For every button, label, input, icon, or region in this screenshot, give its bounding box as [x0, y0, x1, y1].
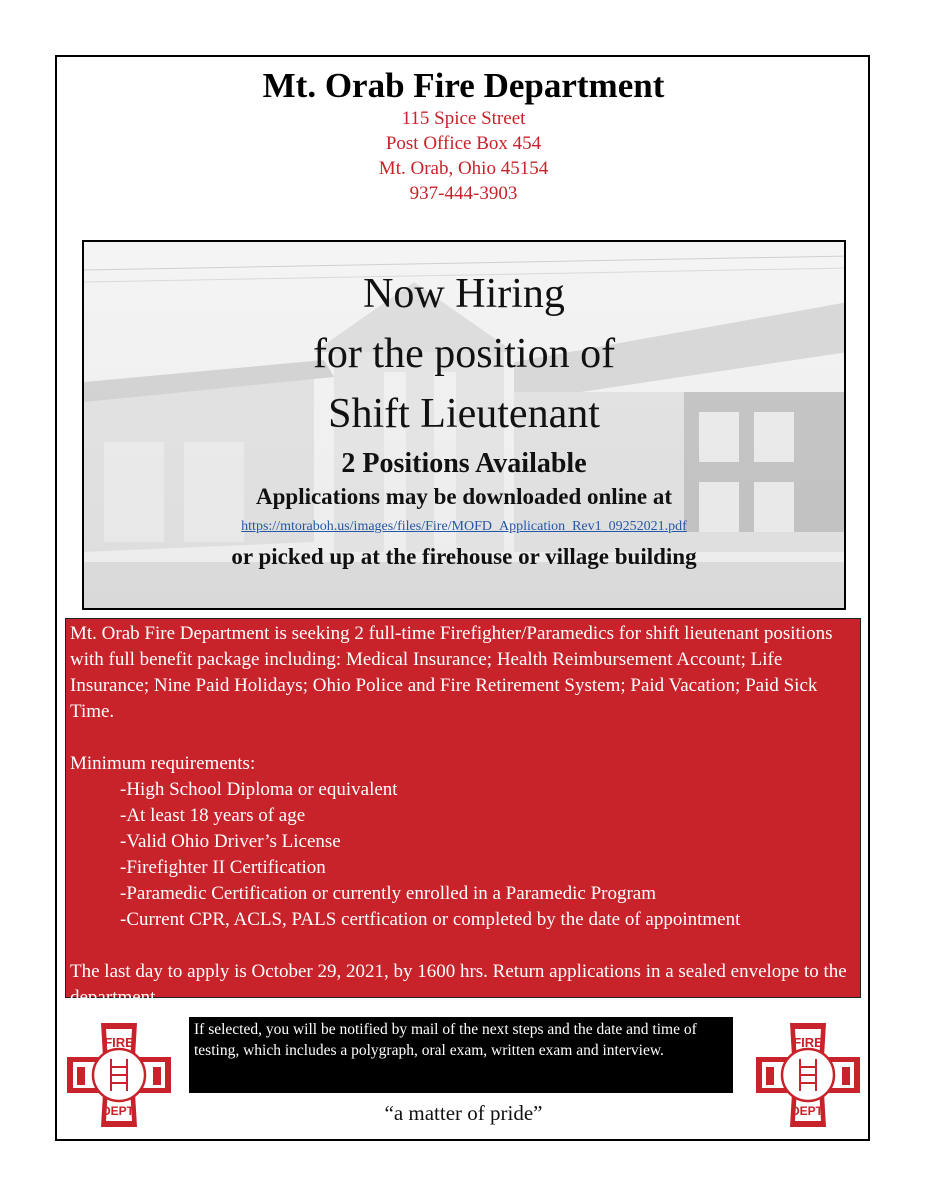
requirement-item: -Firefighter II Certification	[120, 857, 326, 878]
address-street: 115 Spice Street	[401, 108, 526, 129]
job-details-box	[65, 618, 861, 1008]
hiring-text	[84, 264, 844, 572]
positions-available: 2 Positions Available	[341, 448, 587, 479]
department-name: Mt. Orab Fire Department	[262, 66, 665, 105]
testing-notice: If selected, you will be notified by mail of the next steps and the date and time of testing, which includes a polygraph, oral exam, written exam and interview.	[189, 1017, 733, 1093]
motto: “a matter of pride”	[384, 1101, 543, 1125]
job-description: Mt. Orab Fire Department is seeking 2 full-time Firefighter/Paramedics for shift lieutenant positions with full benefit package including: Medical Insurance; Health Reimbursement Account; Life Insurance; Nine Paid Holidays; Ohio Police and Fire Retirement System; Paid Vacation; Paid Sick Time.	[70, 623, 833, 722]
requirement-item: -Valid Ohio Driver’s License	[120, 831, 341, 852]
address-po-box: Post Office Box 454	[385, 133, 542, 154]
pickup-instructions: or picked up at the firehouse or village building	[231, 544, 697, 569]
requirement-item: -Current CPR, ACLS, PALS certfication or completed by the date of appointment	[120, 909, 741, 930]
logo-bottom-text: DEPT.	[790, 1104, 826, 1118]
requirements-title: Minimum requirements:	[70, 753, 256, 774]
logo-top-text: FIRE	[104, 1035, 134, 1050]
phone-number: 937-444-3903	[409, 183, 518, 204]
position-of-heading: for the position of	[312, 331, 616, 377]
hiring-banner	[82, 240, 846, 610]
logo-bottom-text: DEPT.	[101, 1104, 137, 1118]
address-city: Mt. Orab, Ohio 45154	[378, 158, 549, 179]
logo-top-text: FIRE	[793, 1035, 823, 1050]
requirement-item: -At least 18 years of age	[120, 805, 306, 826]
download-instructions: Applications may be downloaded online at	[256, 484, 672, 509]
now-hiring-heading: Now Hiring	[363, 271, 565, 317]
requirement-item: -High School Diploma or equivalent	[120, 779, 398, 800]
department-header	[0, 66, 927, 206]
application-link[interactable]: https://mtoraboh.us/images/files/Fire/MOFD_Application_Rev1_09252021.pdf	[241, 519, 687, 534]
requirement-item: -Paramedic Certification or currently enrolled in a Paramedic Program	[120, 883, 657, 904]
application-deadline: The last day to apply is October 29, 2021, by 1600 hrs. Return applications in a sealed envelope to the department.	[70, 961, 847, 1008]
position-title: Shift Lieutenant	[328, 391, 600, 437]
